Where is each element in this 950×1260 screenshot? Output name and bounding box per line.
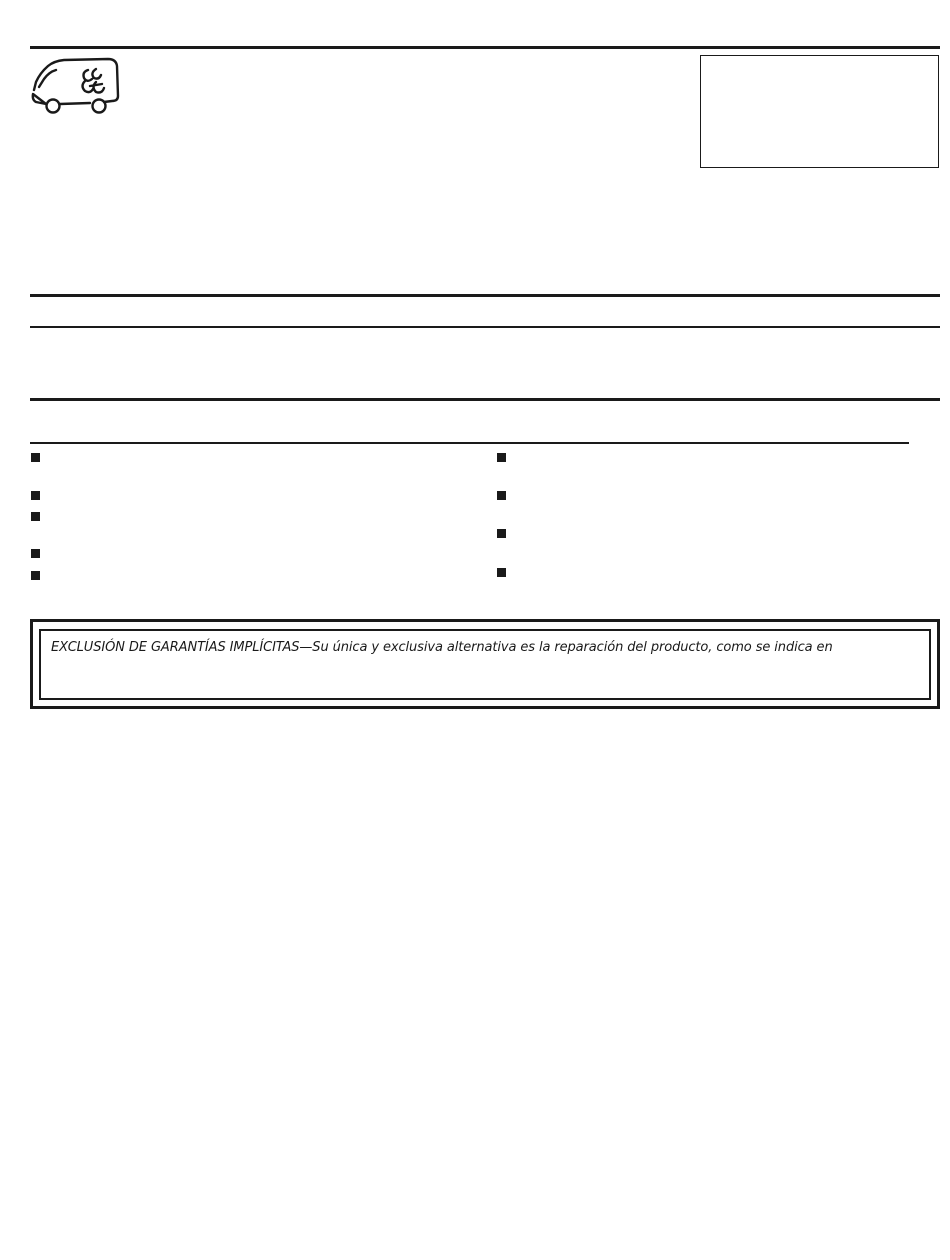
- stamp-box: [700, 55, 939, 168]
- implied-warranty-exclusion-box: [30, 619, 940, 709]
- section-rule-3: [30, 398, 940, 401]
- list-bullet-right-4: [497, 568, 506, 577]
- list-bullet-left-1: [31, 453, 40, 462]
- exclusion-inner-frame: [39, 629, 931, 700]
- section-rule-2: [30, 326, 940, 328]
- list-header-rule: [30, 442, 909, 444]
- ge-service-truck-icon: [30, 56, 120, 116]
- list-bullet-left-3: [31, 512, 40, 521]
- list-bullet-left-5: [31, 571, 40, 580]
- list-bullet-right-2: [497, 491, 506, 500]
- exclusion-text: EXCLUSIÓN DE GARANTÍAS IMPLÍCITAS—Su única y exclusiva alternativa es la reparación del producto, como se indica en: [51, 640, 833, 655]
- list-bullet-right-1: [497, 453, 506, 462]
- section-rule-1: [30, 294, 940, 297]
- list-bullet-left-2: [31, 491, 40, 500]
- list-bullet-right-3: [497, 529, 506, 538]
- top-rule: [30, 46, 940, 49]
- list-bullet-left-4: [31, 549, 40, 558]
